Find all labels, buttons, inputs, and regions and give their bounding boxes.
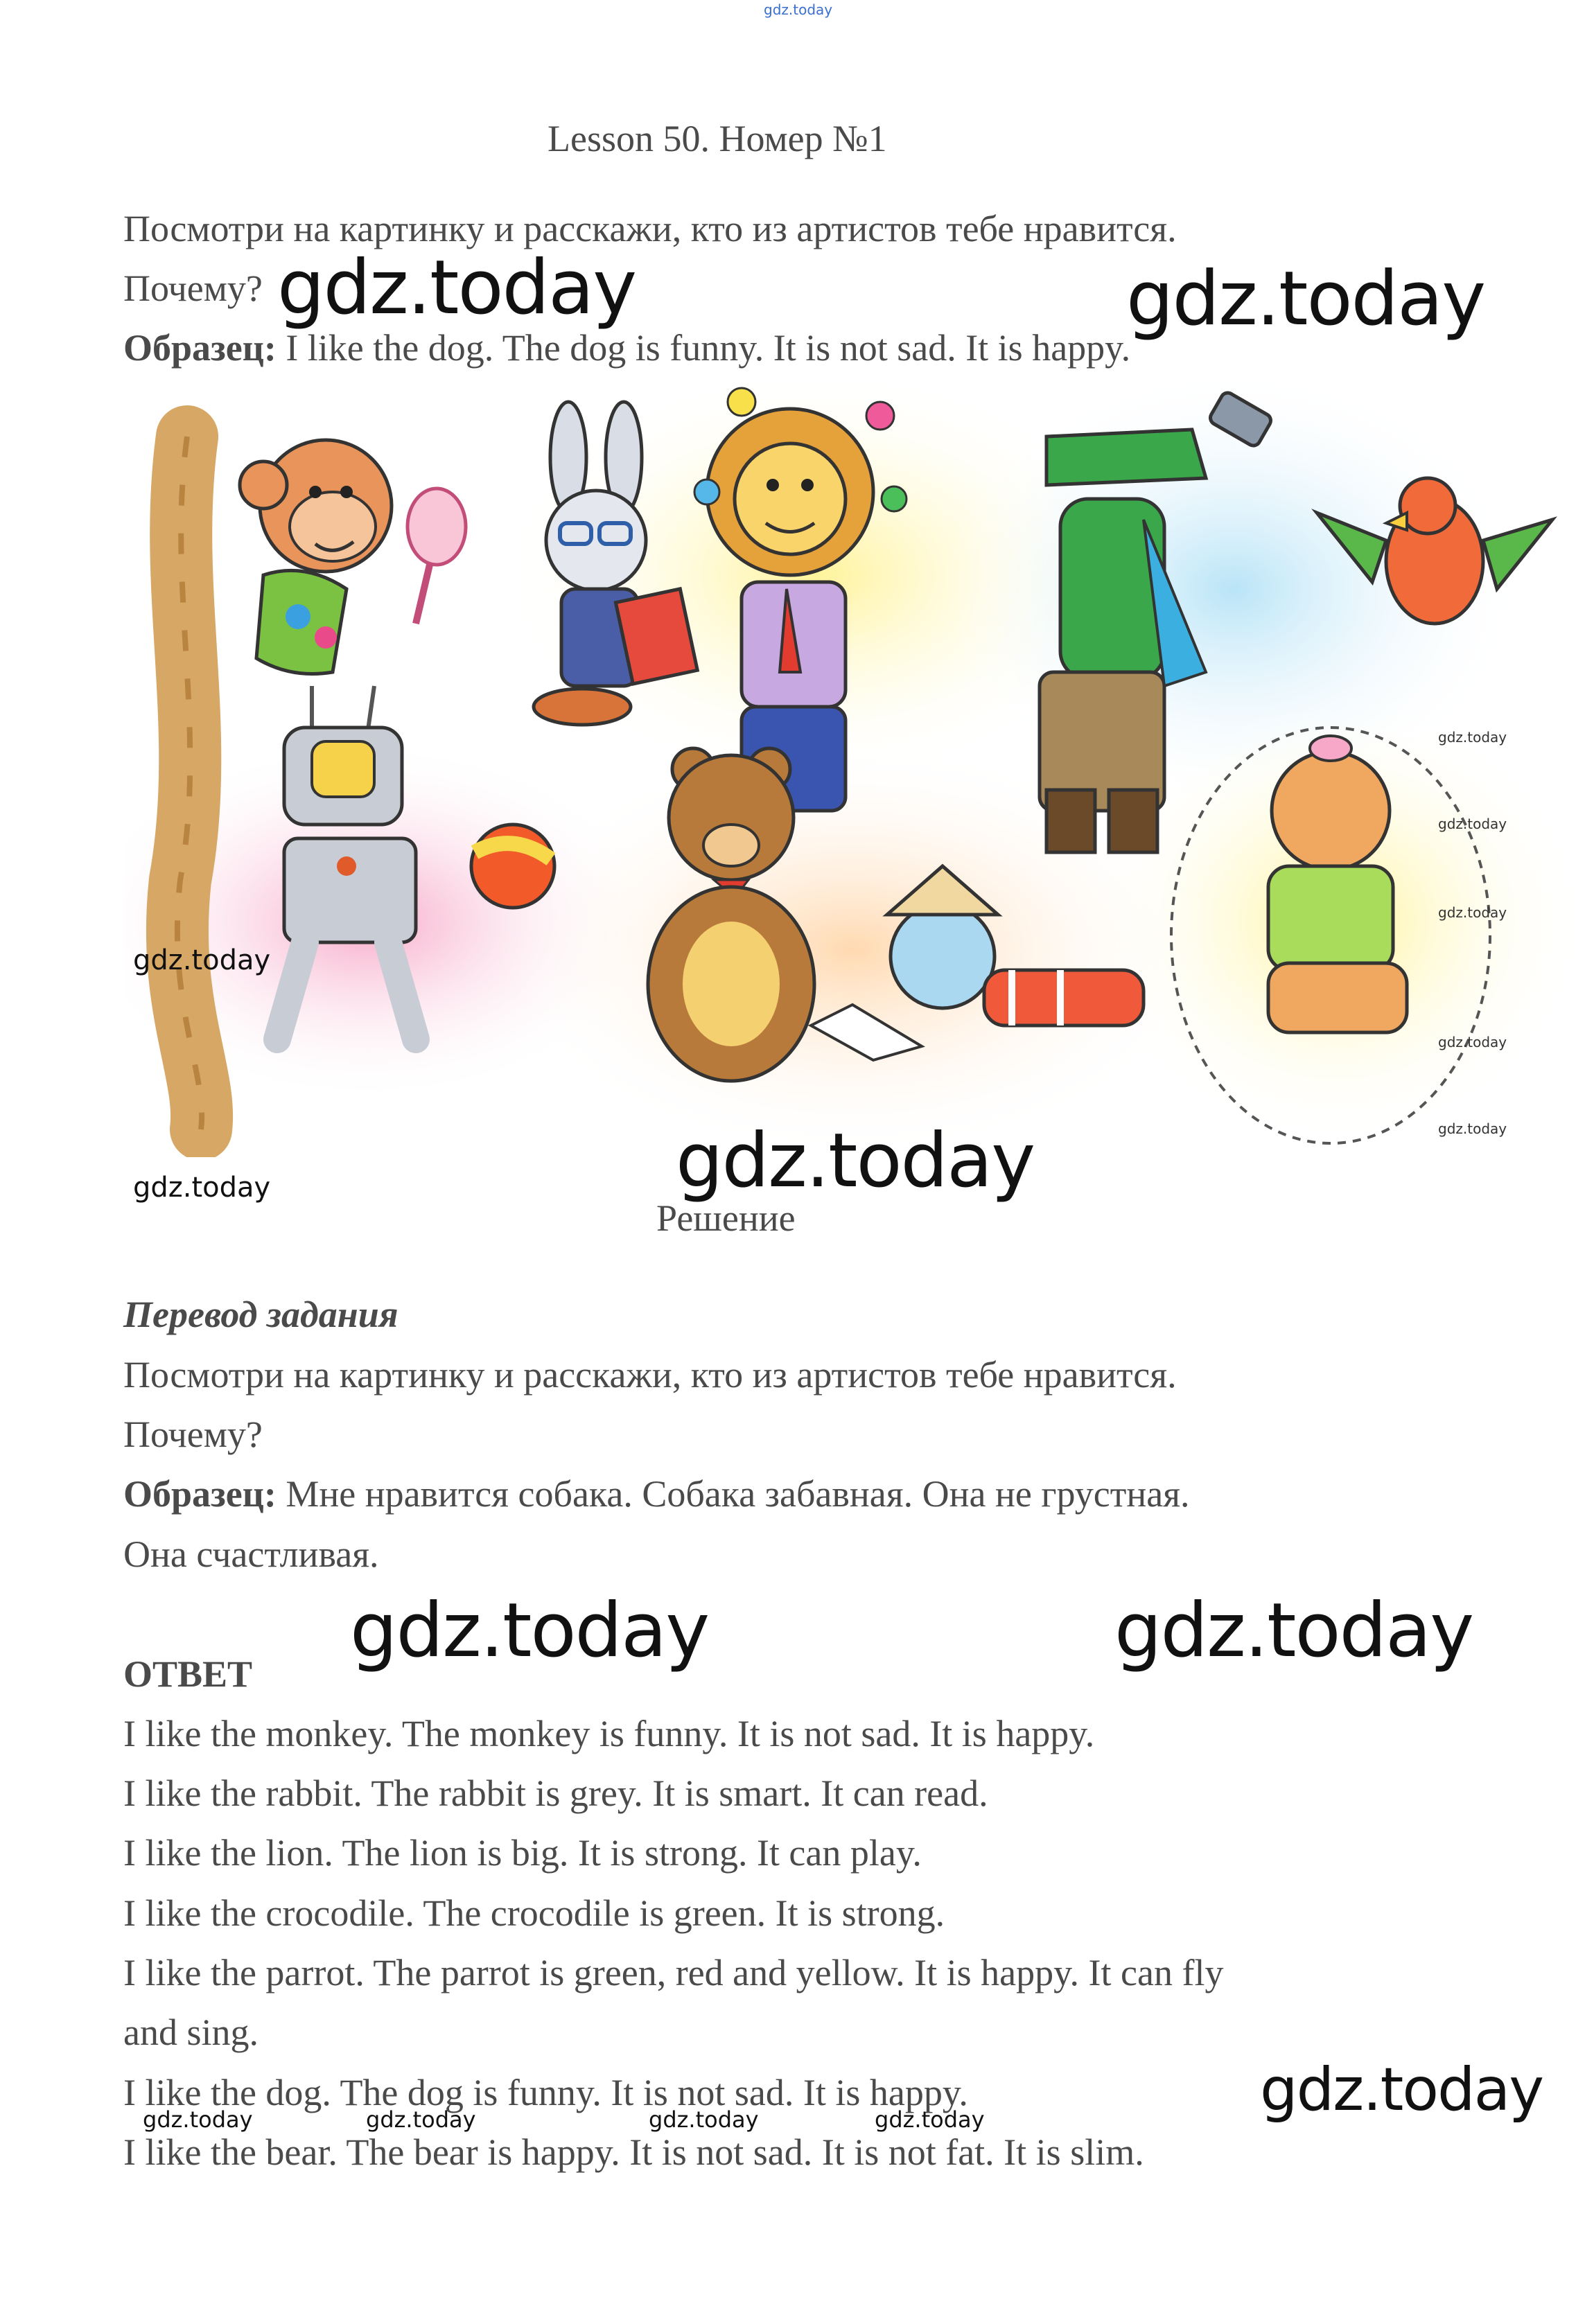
translation-sample-label: Образец: bbox=[123, 1473, 277, 1515]
watermark: gdz.today bbox=[1260, 2055, 1543, 2124]
translation-line-2: Почему? bbox=[123, 1414, 263, 1455]
answer-line: I like the lion. The lion is big. It is strong. It can play. bbox=[123, 1832, 922, 1874]
task-line-1: Посмотри на картинку и расскажи, кто из артистов тебе нравится. bbox=[123, 208, 1177, 249]
watermark: gdz.today bbox=[1114, 1587, 1473, 1674]
task-line-2: Почему? bbox=[123, 267, 263, 309]
bear bbox=[648, 748, 814, 1081]
watermark: gdz.today bbox=[277, 245, 636, 331]
task-sample bbox=[123, 326, 1130, 370]
artists-illustration bbox=[125, 381, 1587, 1157]
translation-line-1: Посмотри на картинку и расскажи, кто из артистов тебе нравится. bbox=[123, 1354, 1177, 1396]
translation-line-4: Она счастливая. bbox=[123, 1533, 379, 1575]
watermark: gdz.today bbox=[875, 2106, 985, 2133]
answer-line: I like the bear. The bear is happy. It is not sad. It is not fat. It is slim. bbox=[123, 2131, 1144, 2173]
answer-heading: ОТВЕТ bbox=[123, 1653, 253, 1695]
answer-line: I like the crocodile. The crocodile is green. It is strong. bbox=[123, 1892, 945, 1934]
solution-label: Решение bbox=[656, 1197, 796, 1239]
answer-line: I like the dog. The dog is funny. It is not sad. It is happy. bbox=[123, 2072, 968, 2113]
answer-line: I like the parrot. The parrot is green, red and yellow. It is happy. It can fly bbox=[123, 1952, 1224, 1993]
translation-heading: Перевод задания bbox=[123, 1294, 398, 1335]
watermark: gdz.today bbox=[143, 2106, 253, 2133]
watermark: gdz.today bbox=[1126, 256, 1485, 342]
watermark: gdz.today bbox=[1438, 904, 1507, 921]
watermark: gdz.today bbox=[676, 1118, 1035, 1204]
translation-sample bbox=[123, 1472, 1190, 1516]
translation-sample-text: Мне нравится собака. Собака забавная. Она не грустная. bbox=[276, 1473, 1190, 1515]
watermark: gdz.today bbox=[366, 2106, 476, 2133]
task-sample-text: I like the dog. The dog is funny. It is not sad. It is happy. bbox=[276, 327, 1131, 369]
task-sample-label: Образец: bbox=[123, 327, 277, 369]
watermark: gdz.today bbox=[133, 1172, 271, 1204]
answer-line: I like the rabbit. The rabbit is grey. It is smart. It can read. bbox=[123, 1772, 988, 1814]
watermark: gdz.today bbox=[1438, 1120, 1507, 1137]
watermark: gdz.today bbox=[1438, 816, 1507, 832]
watermark: gdz.today bbox=[649, 2106, 759, 2133]
page-title: Lesson 50. Номер №1 bbox=[548, 118, 887, 159]
answer-line: I like the monkey. The monkey is funny. It is not sad. It is happy. bbox=[123, 1713, 1095, 1754]
watermark: gdz.today bbox=[1438, 1034, 1507, 1050]
watermark: gdz.today bbox=[133, 944, 271, 976]
header-watermark: gdz.today bbox=[764, 1, 833, 18]
answer-line: and sing. bbox=[123, 2012, 259, 2053]
watermark: gdz.today bbox=[350, 1587, 709, 1674]
rope bbox=[177, 437, 202, 1129]
watermark: gdz.today bbox=[1438, 729, 1507, 746]
